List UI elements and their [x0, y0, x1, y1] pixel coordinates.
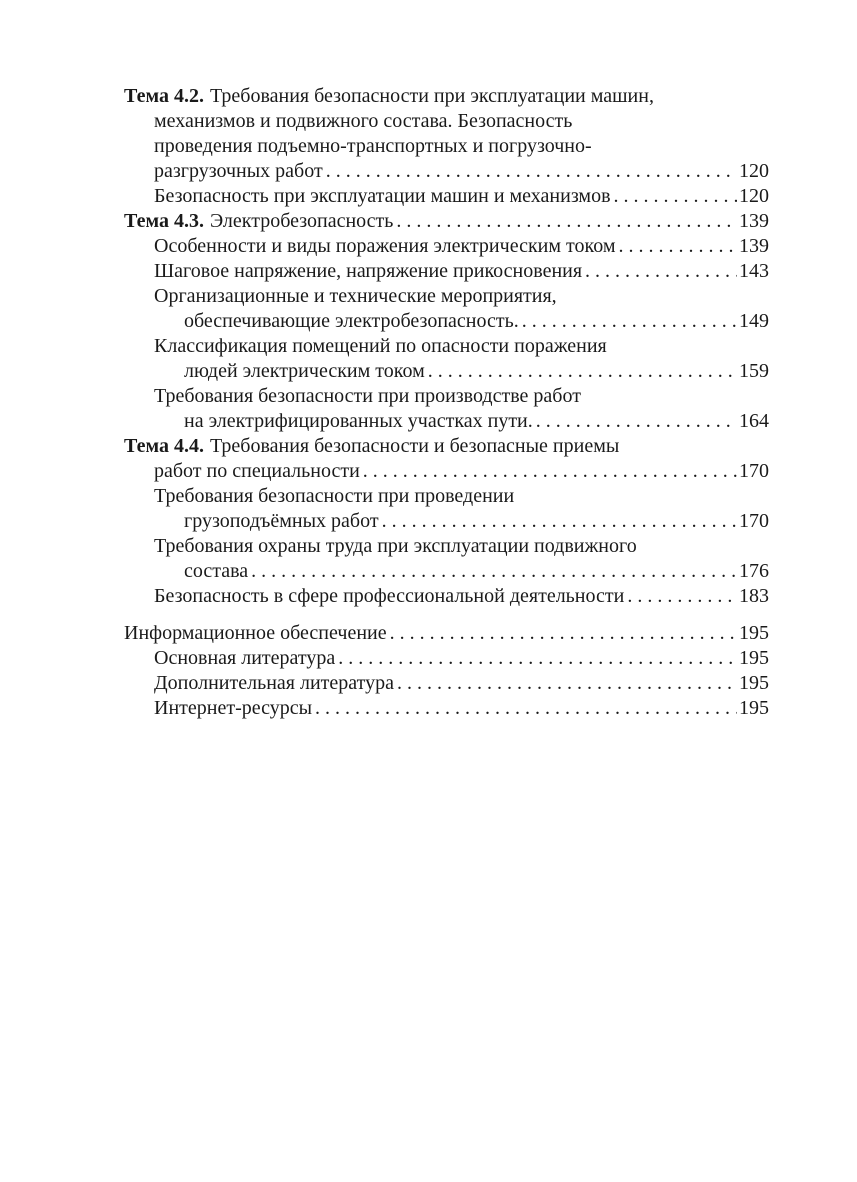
toc-entry-title: Безопасность в сфере профессиональной деятельности — [154, 585, 625, 607]
dot-leader — [614, 184, 737, 209]
toc-entry-title: Информационное обеспечение — [124, 622, 387, 644]
toc-entry-line — [124, 384, 769, 409]
toc-topic-number: Тема 4.4. — [124, 435, 204, 457]
toc-entry-title: Электробезопасность — [209, 210, 394, 232]
toc-page-number: 195 — [739, 697, 769, 719]
toc-entry — [124, 671, 769, 696]
toc-page-number: 159 — [739, 360, 769, 382]
toc-entry-line — [124, 621, 769, 646]
toc-entry-line — [124, 209, 769, 234]
toc-entry-line — [124, 184, 769, 209]
toc-entry-title: Требования безопасности при производстве работ — [154, 385, 581, 407]
toc-entry-line — [124, 484, 769, 509]
dot-leader — [251, 559, 737, 584]
toc-entry-line — [124, 646, 769, 671]
toc-entry-line — [124, 509, 769, 534]
toc-page-number: 170 — [739, 510, 769, 532]
toc-entry — [124, 384, 769, 434]
toc-page-number: 120 — [739, 185, 769, 207]
dot-leader — [363, 459, 737, 484]
toc-page-number: 139 — [739, 210, 769, 232]
toc-entry — [124, 209, 769, 234]
dot-leader — [315, 696, 737, 721]
toc-entry — [124, 534, 769, 584]
toc-entry — [124, 259, 769, 284]
toc-entry-line — [124, 696, 769, 721]
toc-entry-title: Основная литература — [154, 647, 336, 669]
toc-entry-title: Интернет-ресурсы — [154, 697, 313, 719]
toc-page-number: 183 — [739, 585, 769, 607]
toc-entry-line — [124, 259, 769, 284]
toc-entry-title: Дополнительная литература — [154, 672, 394, 694]
toc-entry-title: разгрузочных работ — [154, 160, 323, 182]
toc-entry-title: Классификация помещений по опасности поражения — [154, 335, 607, 357]
toc-entry-line — [124, 409, 769, 434]
toc-entry — [124, 434, 769, 484]
toc-entry — [124, 184, 769, 209]
toc-entry-title: грузоподъёмных работ — [184, 510, 379, 532]
toc-entry-line — [124, 671, 769, 696]
toc-entry — [124, 696, 769, 721]
toc-topic-number: Тема 4.2. — [124, 85, 204, 107]
toc-entry — [124, 284, 769, 334]
toc-entry-line — [124, 434, 769, 459]
toc-entry-title: на электрифицированных участках пути. — [184, 410, 533, 432]
toc-entry-title: людей электрическим током — [184, 360, 425, 382]
dot-leader — [326, 159, 737, 184]
toc-entry-title: Шаговое напряжение, напряжение прикосновения — [154, 260, 583, 282]
table-of-contents — [124, 84, 769, 721]
toc-page-number: 149 — [739, 310, 769, 332]
toc-entry-title: состава — [184, 560, 249, 582]
toc-entry — [124, 334, 769, 384]
toc-entry — [124, 84, 769, 184]
toc-entry-line — [124, 334, 769, 359]
toc-entry-line — [124, 309, 769, 334]
toc-page-number: 176 — [739, 560, 769, 582]
toc-entry-title: Безопасность при эксплуатации машин и механизмов — [154, 185, 611, 207]
toc-page-number: 120 — [739, 160, 769, 182]
dot-leader — [397, 671, 737, 696]
toc-entry-line — [124, 359, 769, 384]
toc-entry-title: Требования охраны труда при эксплуатации подвижного — [154, 535, 637, 557]
dot-leader — [390, 621, 737, 646]
toc-entry-line — [124, 109, 769, 134]
toc-entry-title: Особенности и виды поражения электрическим током — [154, 235, 616, 257]
toc-entry-title: работ по специальности — [154, 460, 360, 482]
toc-entry-line — [124, 584, 769, 609]
toc-entry-line — [124, 234, 769, 259]
dot-leader — [382, 509, 737, 534]
toc-entry-title: Организационные и технические мероприятия, — [154, 285, 557, 307]
dot-leader — [338, 646, 737, 671]
toc-entry — [124, 584, 769, 609]
dot-leader — [522, 309, 737, 334]
dot-leader — [396, 209, 737, 234]
toc-page-number: 164 — [739, 410, 769, 432]
dot-leader — [536, 409, 737, 434]
toc-page-number: 170 — [739, 460, 769, 482]
dot-leader — [618, 234, 737, 259]
toc-entry-line — [124, 134, 769, 159]
toc-entry-title: Требования безопасности при эксплуатации машин, — [209, 85, 654, 107]
toc-page-number: 195 — [739, 622, 769, 644]
toc-entry-line — [124, 84, 769, 109]
toc-entry-title: Требования безопасности при проведении — [154, 485, 515, 507]
toc-topic-number: Тема 4.3. — [124, 210, 204, 232]
toc-entry-line — [124, 459, 769, 484]
toc-page-number: 195 — [739, 647, 769, 669]
toc-entry-line — [124, 159, 769, 184]
toc-entry — [124, 621, 769, 646]
toc-entry-title: Требования безопасности и безопасные приемы — [209, 435, 620, 457]
dot-leader — [428, 359, 737, 384]
toc-page-number: 195 — [739, 672, 769, 694]
toc-page-number: 139 — [739, 235, 769, 257]
toc-entry — [124, 646, 769, 671]
toc-entry-line — [124, 559, 769, 584]
toc-entry-line — [124, 284, 769, 309]
toc-entry-line — [124, 534, 769, 559]
toc-entry-title: проведения подъемно-транспортных и погрузочно- — [154, 135, 592, 157]
dot-leader — [627, 584, 737, 609]
toc-page-number: 143 — [739, 260, 769, 282]
dot-leader — [585, 259, 737, 284]
toc-entry-title: обеспечивающие электробезопасность. — [184, 310, 519, 332]
toc-entry — [124, 484, 769, 534]
toc-entry — [124, 234, 769, 259]
toc-entry-title: механизмов и подвижного состава. Безопасность — [154, 110, 573, 132]
